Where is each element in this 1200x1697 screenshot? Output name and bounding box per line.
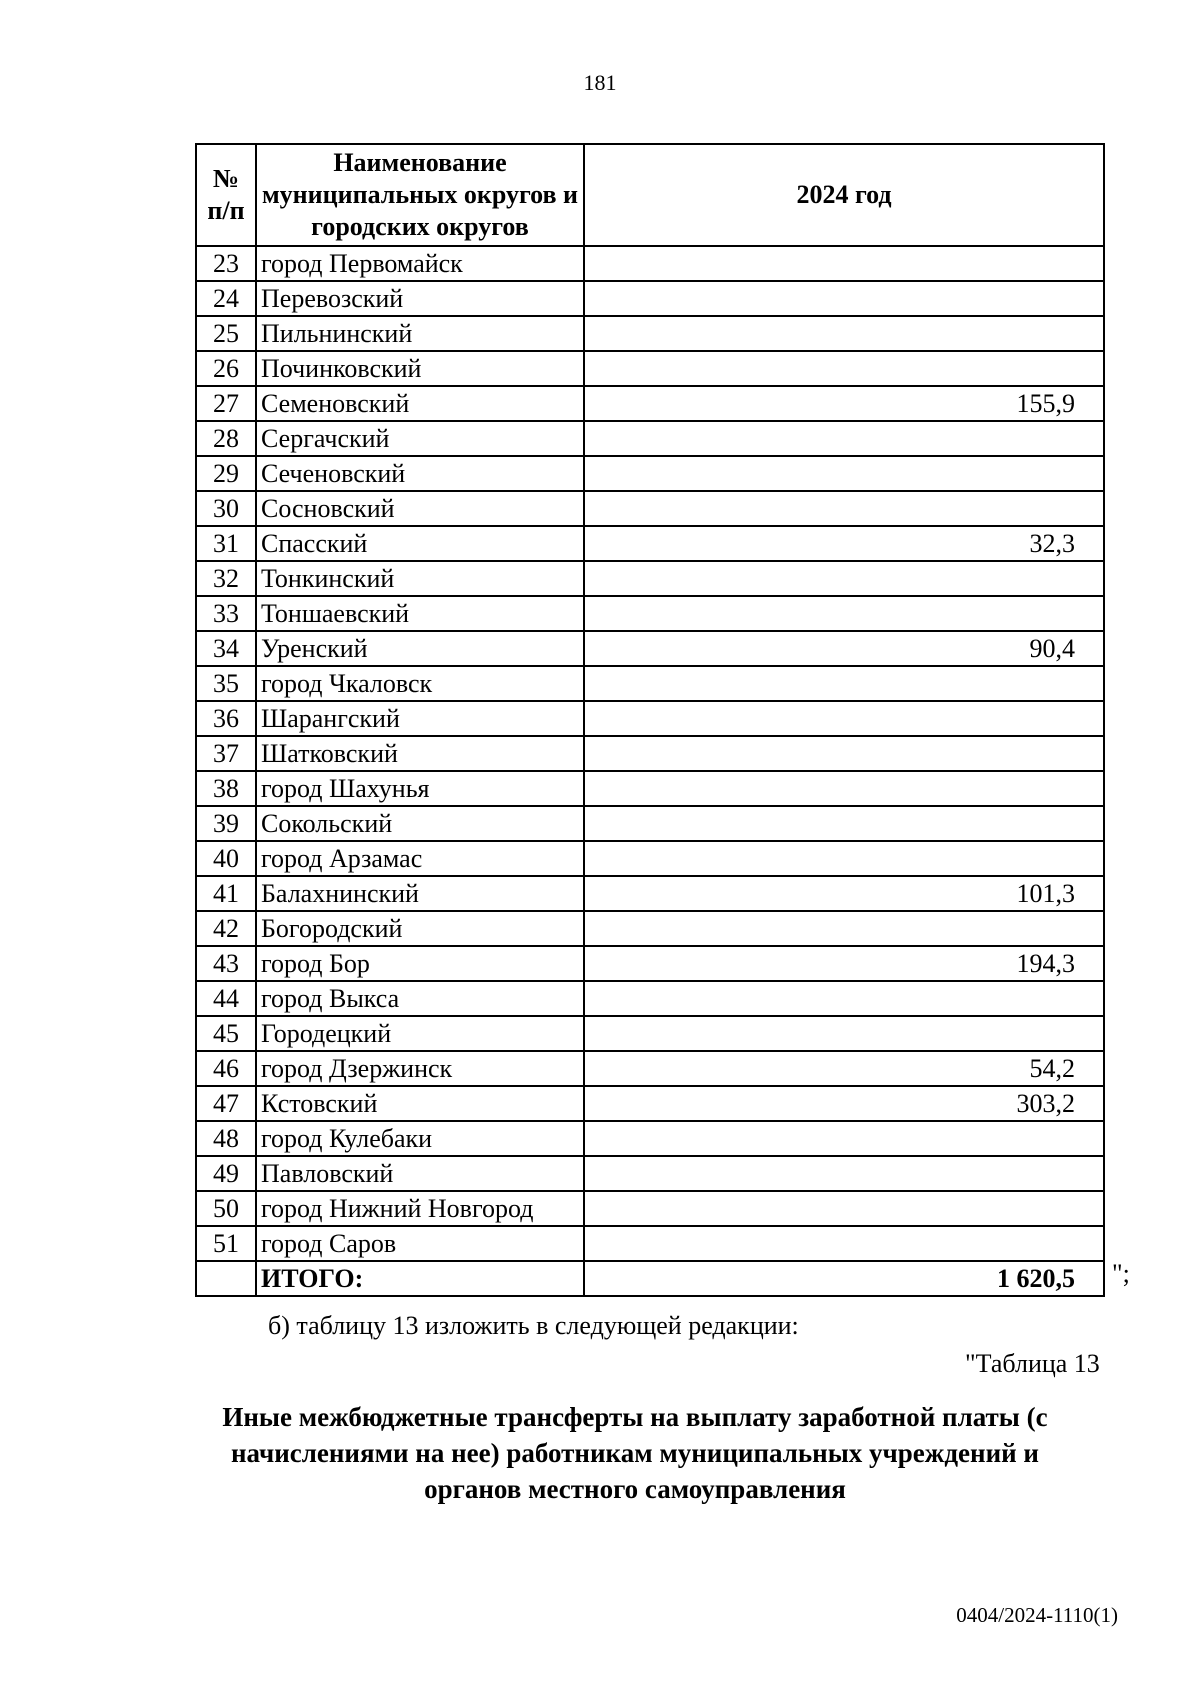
row-num: 36 bbox=[196, 701, 256, 736]
row-num: 48 bbox=[196, 1121, 256, 1156]
header-value: 2024 год bbox=[584, 144, 1104, 246]
table-row bbox=[196, 771, 1104, 806]
row-num: 28 bbox=[196, 421, 256, 456]
row-name: город Дзержинск bbox=[256, 1051, 584, 1086]
table-label: "Таблица 13 bbox=[965, 1349, 1100, 1378]
page-number: 181 bbox=[583, 70, 617, 95]
row-value bbox=[584, 1121, 1104, 1156]
row-num: 50 bbox=[196, 1191, 256, 1226]
row-value bbox=[584, 701, 1104, 736]
row-name: Починковский bbox=[256, 351, 584, 386]
row-value bbox=[584, 351, 1104, 386]
table-row bbox=[196, 666, 1104, 701]
table-row bbox=[196, 561, 1104, 596]
table-row bbox=[196, 736, 1104, 771]
table-row bbox=[196, 981, 1104, 1016]
row-num: 26 bbox=[196, 351, 256, 386]
row-name: Шарангский bbox=[256, 701, 584, 736]
row-num: 45 bbox=[196, 1016, 256, 1051]
table-row bbox=[196, 596, 1104, 631]
table-row bbox=[196, 1086, 1104, 1121]
row-num: 46 bbox=[196, 1051, 256, 1086]
row-value: 303,2 bbox=[584, 1086, 1104, 1121]
row-name: Перевозский bbox=[256, 281, 584, 316]
table-row bbox=[196, 246, 1104, 281]
row-name: Сергачский bbox=[256, 421, 584, 456]
table-row bbox=[196, 841, 1104, 876]
row-name: Семеновский bbox=[256, 386, 584, 421]
row-value bbox=[584, 911, 1104, 946]
row-name: Богородский bbox=[256, 911, 584, 946]
table-row bbox=[196, 1051, 1104, 1086]
document-code: 0404/2024-1110(1) bbox=[956, 1603, 1118, 1627]
row-name: Городецкий bbox=[256, 1016, 584, 1051]
row-value bbox=[584, 1156, 1104, 1191]
row-num: 44 bbox=[196, 981, 256, 1016]
row-name: Сосновский bbox=[256, 491, 584, 526]
row-num: 27 bbox=[196, 386, 256, 421]
row-num: 43 bbox=[196, 946, 256, 981]
table-row bbox=[196, 351, 1104, 386]
table-row bbox=[196, 456, 1104, 491]
row-value: 155,9 bbox=[584, 386, 1104, 421]
table-row bbox=[196, 1226, 1104, 1261]
row-value bbox=[584, 596, 1104, 631]
table-row bbox=[196, 281, 1104, 316]
row-num: 32 bbox=[196, 561, 256, 596]
row-name: город Нижний Новгород bbox=[256, 1191, 584, 1226]
row-name: Тонкинский bbox=[256, 561, 584, 596]
row-name: город Первомайск bbox=[256, 246, 584, 281]
row-value bbox=[584, 281, 1104, 316]
row-name: Уренский bbox=[256, 631, 584, 666]
row-name: город Выкса bbox=[256, 981, 584, 1016]
row-name: Балахнинский bbox=[256, 876, 584, 911]
table-header-row bbox=[196, 144, 1104, 246]
table-row bbox=[196, 1016, 1104, 1051]
row-num: 34 bbox=[196, 631, 256, 666]
row-value bbox=[584, 491, 1104, 526]
header-num: № п/п bbox=[196, 144, 256, 246]
row-num: 30 bbox=[196, 491, 256, 526]
table-row bbox=[196, 316, 1104, 351]
row-num: 24 bbox=[196, 281, 256, 316]
row-num: 31 bbox=[196, 526, 256, 561]
closing-quote: "; bbox=[1112, 1259, 1130, 1288]
table-row bbox=[196, 946, 1104, 981]
table-row bbox=[196, 701, 1104, 736]
instruction-text: б) таблицу 13 изложить в следующей редакции: bbox=[268, 1311, 799, 1340]
row-num: 40 bbox=[196, 841, 256, 876]
row-name: город Бор bbox=[256, 946, 584, 981]
row-num: 37 bbox=[196, 736, 256, 771]
total-value: 1 620,5 bbox=[584, 1261, 1104, 1296]
row-value bbox=[584, 316, 1104, 351]
section-title: Иные межбюджетные трансферты на выплату заработной платы (с начислениями на нее) работникам муниципальных учреждений и органов местного самоуправления bbox=[222, 1402, 1048, 1504]
table-row bbox=[196, 1121, 1104, 1156]
row-num: 41 bbox=[196, 876, 256, 911]
row-value bbox=[584, 246, 1104, 281]
row-num: 35 bbox=[196, 666, 256, 701]
row-value bbox=[584, 1016, 1104, 1051]
row-num: 39 bbox=[196, 806, 256, 841]
row-value bbox=[584, 1226, 1104, 1261]
row-value bbox=[584, 421, 1104, 456]
row-value bbox=[584, 1191, 1104, 1226]
row-value bbox=[584, 456, 1104, 491]
table-body bbox=[196, 246, 1104, 1296]
row-value bbox=[584, 771, 1104, 806]
row-num: 33 bbox=[196, 596, 256, 631]
row-value bbox=[584, 666, 1104, 701]
table-row bbox=[196, 876, 1104, 911]
table-row bbox=[196, 1191, 1104, 1226]
row-value bbox=[584, 806, 1104, 841]
row-value bbox=[584, 561, 1104, 596]
row-name: город Чкаловск bbox=[256, 666, 584, 701]
row-name: Тоншаевский bbox=[256, 596, 584, 631]
budget-table bbox=[195, 143, 1105, 1297]
row-name: город Кулебаки bbox=[256, 1121, 584, 1156]
row-value bbox=[584, 841, 1104, 876]
row-name: город Арзамас bbox=[256, 841, 584, 876]
row-num: 29 bbox=[196, 456, 256, 491]
table-row bbox=[196, 806, 1104, 841]
row-name: Кстовский bbox=[256, 1086, 584, 1121]
row-value: 194,3 bbox=[584, 946, 1104, 981]
row-name: Пильнинский bbox=[256, 316, 584, 351]
table-row bbox=[196, 386, 1104, 421]
total-row bbox=[196, 1261, 1104, 1296]
row-num: 42 bbox=[196, 911, 256, 946]
row-value: 54,2 bbox=[584, 1051, 1104, 1086]
row-name: Шатковский bbox=[256, 736, 584, 771]
row-value: 101,3 bbox=[584, 876, 1104, 911]
row-name: Павловский bbox=[256, 1156, 584, 1191]
row-name: Сокольский bbox=[256, 806, 584, 841]
row-name: Сеченовский bbox=[256, 456, 584, 491]
total-num bbox=[196, 1261, 256, 1296]
table-row bbox=[196, 1156, 1104, 1191]
table-row bbox=[196, 526, 1104, 561]
row-num: 47 bbox=[196, 1086, 256, 1121]
table-row bbox=[196, 911, 1104, 946]
table-row bbox=[196, 421, 1104, 456]
row-value bbox=[584, 981, 1104, 1016]
row-value: 32,3 bbox=[584, 526, 1104, 561]
row-value: 90,4 bbox=[584, 631, 1104, 666]
table-row bbox=[196, 491, 1104, 526]
row-num: 23 bbox=[196, 246, 256, 281]
header-name: Наименование муниципальных округов и городских округов bbox=[256, 144, 584, 246]
row-name: Спасский bbox=[256, 526, 584, 561]
row-value bbox=[584, 736, 1104, 771]
row-num: 49 bbox=[196, 1156, 256, 1191]
row-num: 38 bbox=[196, 771, 256, 806]
row-num: 25 bbox=[196, 316, 256, 351]
row-num: 51 bbox=[196, 1226, 256, 1261]
row-name: город Шахунья bbox=[256, 771, 584, 806]
total-label: ИТОГО: bbox=[256, 1261, 584, 1296]
row-name: город Саров bbox=[256, 1226, 584, 1261]
table-row bbox=[196, 631, 1104, 666]
